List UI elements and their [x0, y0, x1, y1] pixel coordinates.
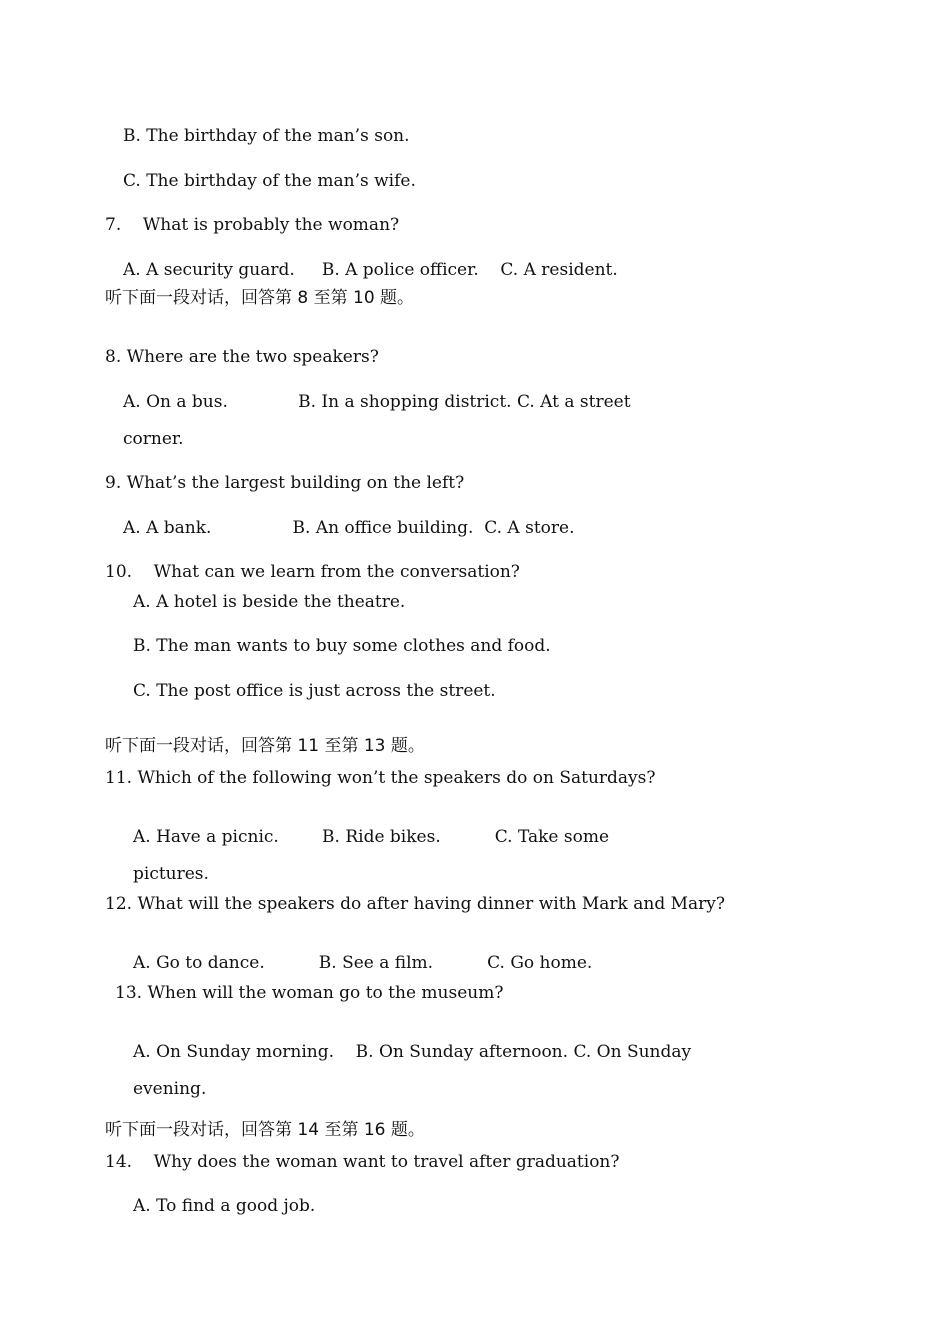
question-10: 10. What can we learn from the conversation? [105, 562, 520, 582]
option-6b: B. The birthday of the man’s son. [123, 126, 410, 146]
section-instruction-8-10: 听下面一段对话，回答第 8 至第 10 题。 [105, 288, 415, 308]
question-13: 13. When will the woman go to the museum? [115, 983, 504, 1003]
option-10b: B. The man wants to buy some clothes and food. [133, 636, 551, 656]
options-9: A. A bank. B. An office building. C. A store. [123, 518, 575, 538]
option-10a: A. A hotel is beside the theatre. [133, 592, 406, 612]
option-10c: C. The post office is just across the street. [133, 681, 496, 701]
question-9: 9. What’s the largest building on the left? [105, 473, 465, 493]
question-14: 14. Why does the woman want to travel after graduation? [105, 1152, 620, 1172]
section-instruction-14-16: 听下面一段对话，回答第 14 至第 16 题。 [105, 1120, 425, 1140]
option-14a: A. To find a good job. [133, 1196, 316, 1216]
options-12: A. Go to dance. B. See a film. C. Go home. [133, 953, 593, 973]
options-7: A. A security guard. B. A police officer. C. A resident. [123, 260, 618, 280]
question-12: 12. What will the speakers do after having dinner with Mark and Mary? [105, 894, 726, 914]
options-13-continued: evening. [133, 1079, 207, 1099]
option-6c: C. The birthday of the man’s wife. [123, 171, 416, 191]
question-8: 8. Where are the two speakers? [105, 347, 379, 367]
options-13: A. On Sunday morning. B. On Sunday afternoon. C. On Sunday [133, 1042, 692, 1062]
section-instruction-11-13: 听下面一段对话，回答第 11 至第 13 题。 [105, 736, 425, 756]
options-11-continued: pictures. [133, 864, 209, 884]
options-11: A. Have a picnic. B. Ride bikes. C. Take some [133, 827, 610, 847]
question-7: 7. What is probably the woman? [105, 215, 400, 235]
question-11: 11. Which of the following won’t the speakers do on Saturdays? [105, 768, 656, 788]
options-8-continued: corner. [123, 429, 184, 449]
options-8: A. On a bus. B. In a shopping district. C. At a street [123, 392, 631, 412]
